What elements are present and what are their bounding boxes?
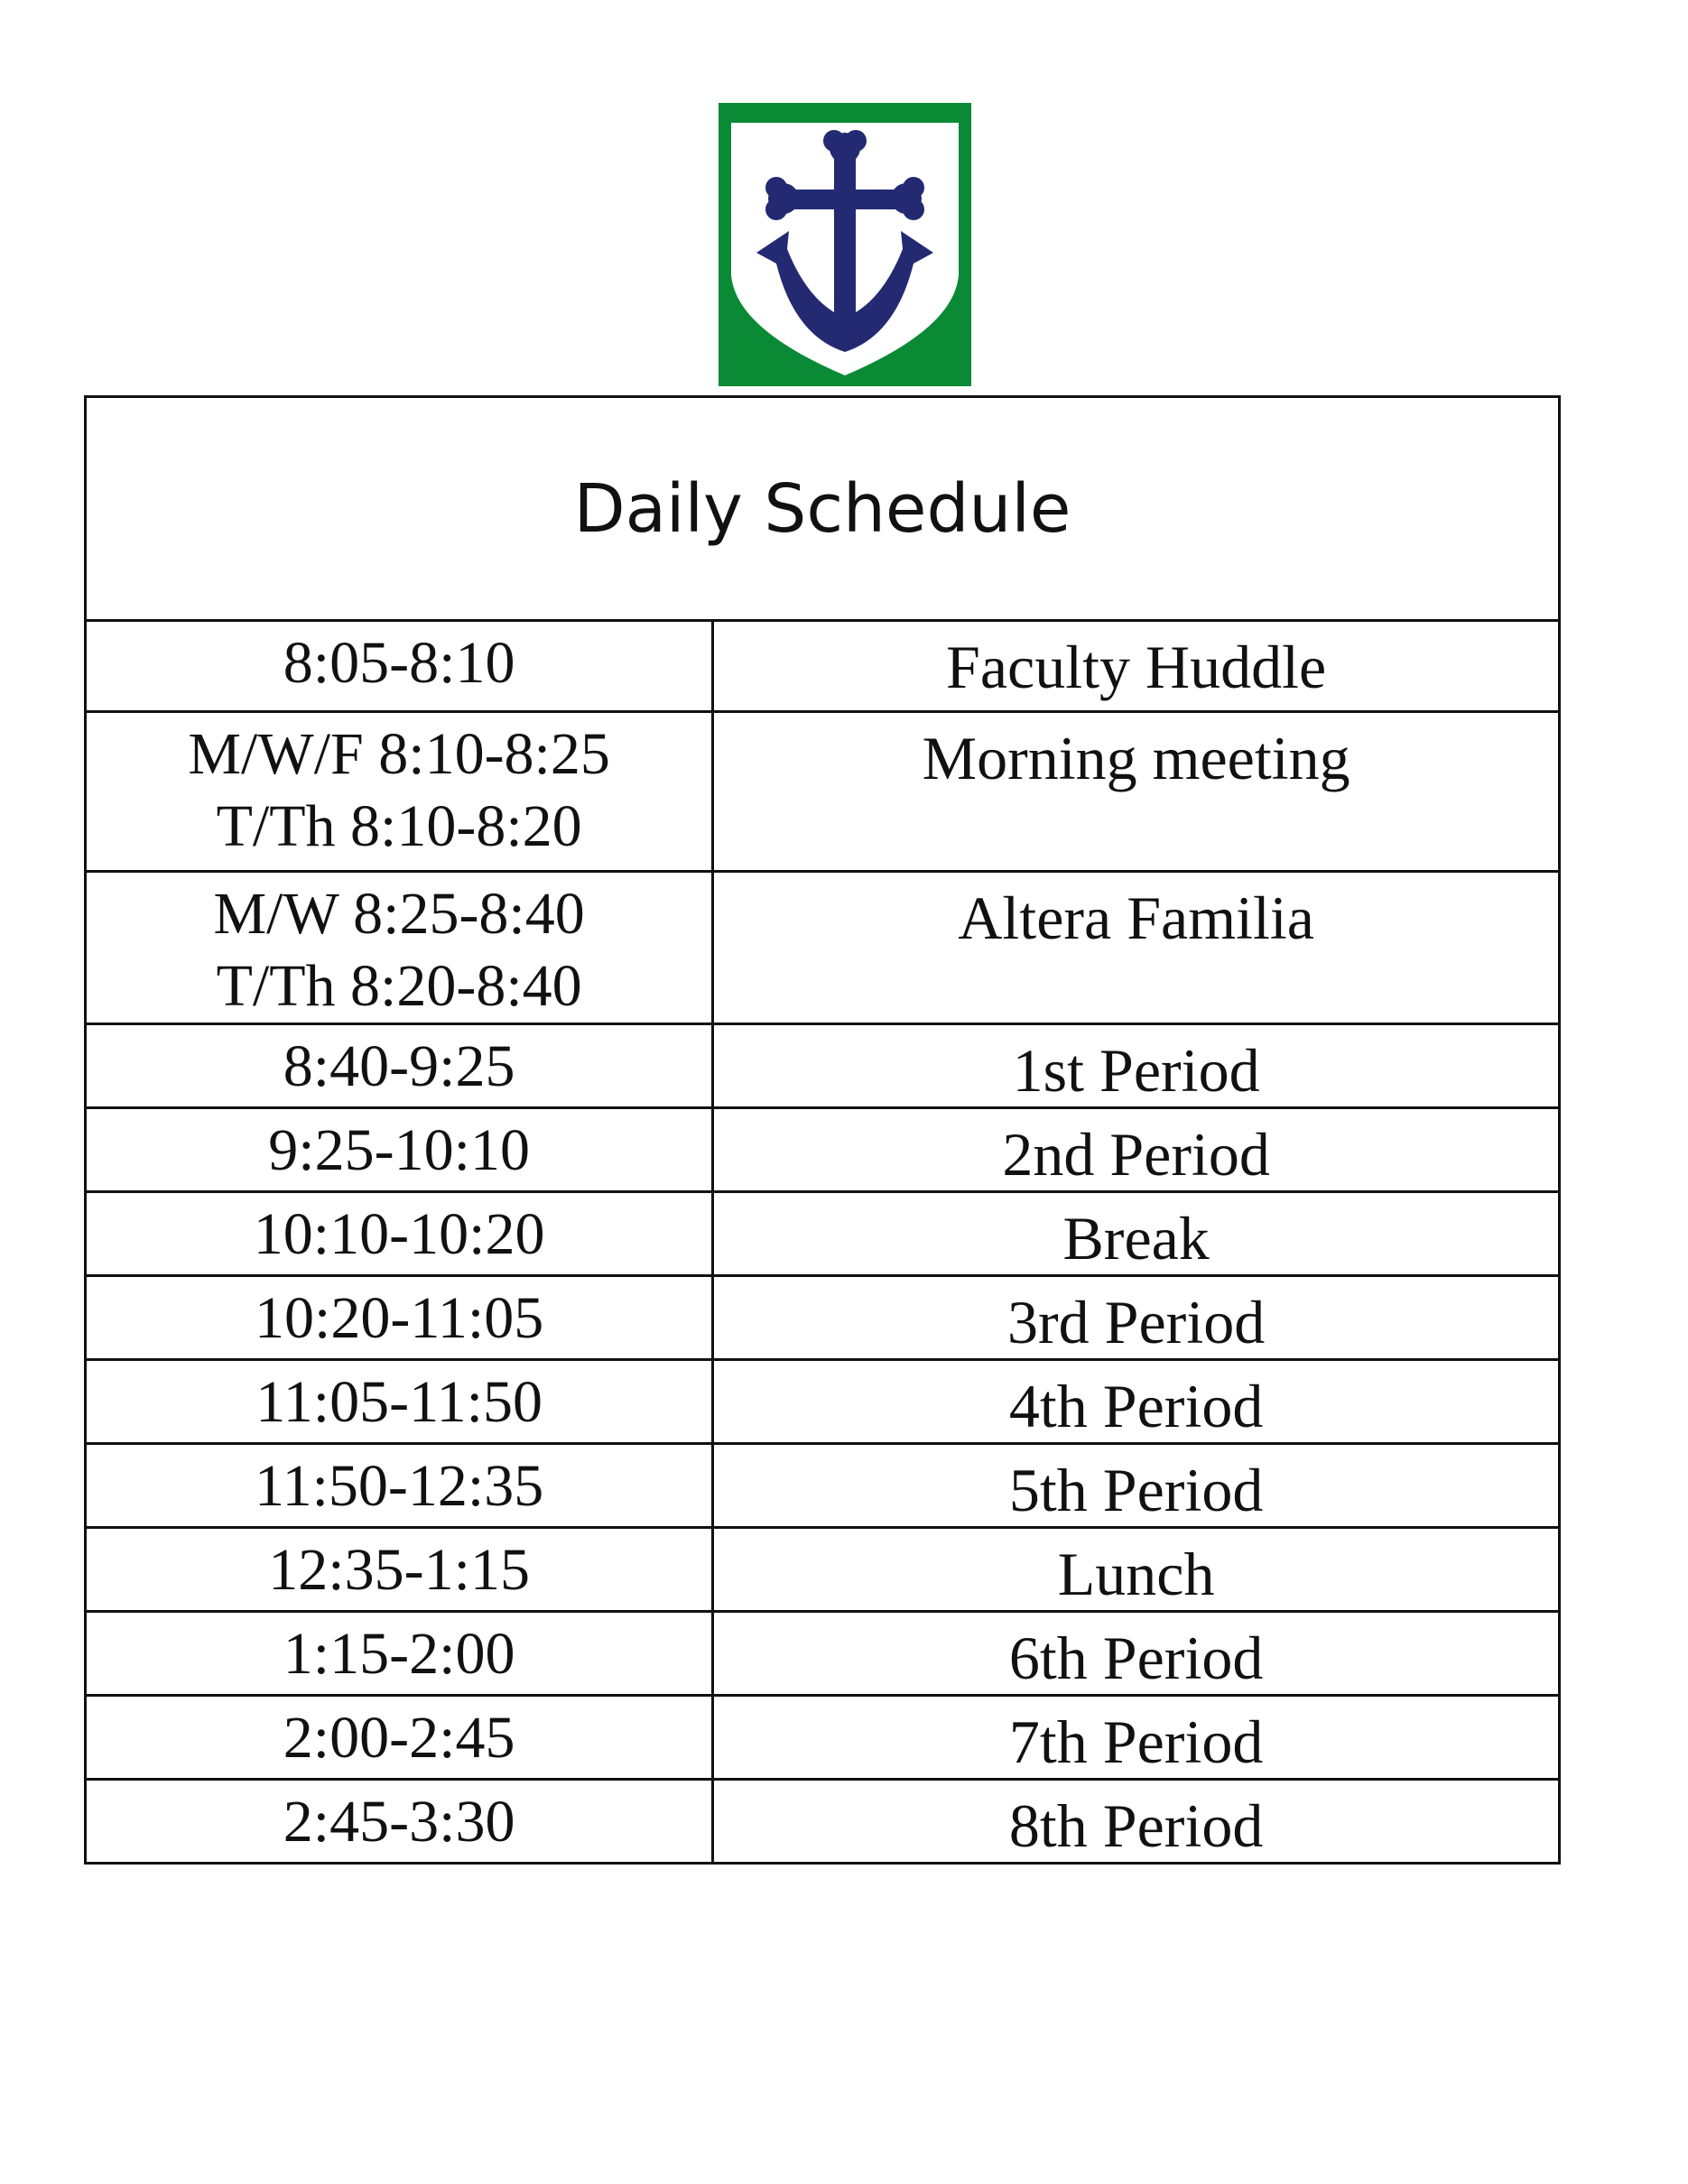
time-cell [86,1360,713,1444]
schedule-row [86,1108,1560,1192]
time-cell [86,1780,713,1864]
schedule-row [86,1276,1560,1360]
schedule-row [86,1024,1560,1108]
daily-schedule-table [84,395,1561,1865]
time-cell [86,621,713,712]
shield-anchor-icon [719,103,971,386]
schedule-row [86,712,1560,872]
event-cell [713,621,1560,712]
schedule-body [86,621,1560,1864]
time-cell [86,1528,713,1612]
time-cell [86,872,713,1024]
time-range: 12:35-1:15 [268,1537,530,1603]
event-label: Lunch [1057,1540,1215,1608]
event-label: 6th Period [1008,1624,1264,1692]
event-cell [713,1360,1560,1444]
schedule-title: Daily Schedule [86,397,1560,621]
event-label: 2nd Period [1002,1120,1270,1189]
event-label: 5th Period [1008,1456,1264,1524]
event-label: 4th Period [1008,1372,1264,1440]
event-cell [713,1276,1560,1360]
time-cell [86,1444,713,1528]
event-label: Morning meeting [922,724,1350,792]
schedule-row [86,1192,1560,1276]
time-cell [86,712,713,872]
schedule-row [86,1360,1560,1444]
time-range: 8:40-9:25 [283,1033,515,1099]
event-cell [713,872,1560,1024]
time-cell [86,1024,713,1108]
time-cell [86,1696,713,1780]
event-label: Faculty Huddle [946,633,1327,701]
time-range: M/W 8:25-8:40 [213,881,585,947]
schedule-row [86,1696,1560,1780]
time-cell [86,1192,713,1276]
event-cell [713,1612,1560,1696]
event-label: 8th Period [1008,1791,1264,1860]
schedule-row [86,621,1560,712]
time-range: 9:25-10:10 [268,1117,530,1183]
event-cell [713,1780,1560,1864]
event-label: 3rd Period [1007,1288,1266,1356]
event-label: Altera Familia [958,884,1314,952]
time-range: 1:15-2:00 [283,1621,515,1687]
time-range: 11:05-11:50 [255,1369,543,1435]
schedule-row [86,872,1560,1024]
time-range: M/W/F 8:10-8:25 [188,721,610,787]
event-cell [713,1108,1560,1192]
time-cell [86,1108,713,1192]
time-range: 11:50-12:35 [255,1453,544,1519]
time-range: 2:00-2:45 [283,1705,515,1771]
event-label: Break [1062,1204,1210,1272]
event-cell [713,1696,1560,1780]
event-cell [713,1528,1560,1612]
event-label: 1st Period [1012,1036,1260,1105]
schedule-row [86,1780,1560,1864]
time-range: 2:45-3:30 [283,1789,515,1855]
schedule-row [86,1612,1560,1696]
time-range: 10:10-10:20 [253,1201,545,1267]
event-cell [713,1192,1560,1276]
event-cell [713,712,1560,872]
schedule-row [86,1528,1560,1612]
school-logo [719,103,971,386]
event-label: 7th Period [1008,1707,1264,1776]
time-range: T/Th 8:10-8:20 [216,793,582,859]
time-cell [86,1612,713,1696]
event-cell [713,1444,1560,1528]
schedule-row [86,1444,1560,1528]
time-range: 8:05-8:10 [283,630,515,696]
time-range: T/Th 8:20-8:40 [216,953,582,1019]
time-range: 10:20-11:05 [255,1285,544,1351]
schedule-header-row [86,397,1560,621]
event-cell [713,1024,1560,1108]
time-cell [86,1276,713,1360]
